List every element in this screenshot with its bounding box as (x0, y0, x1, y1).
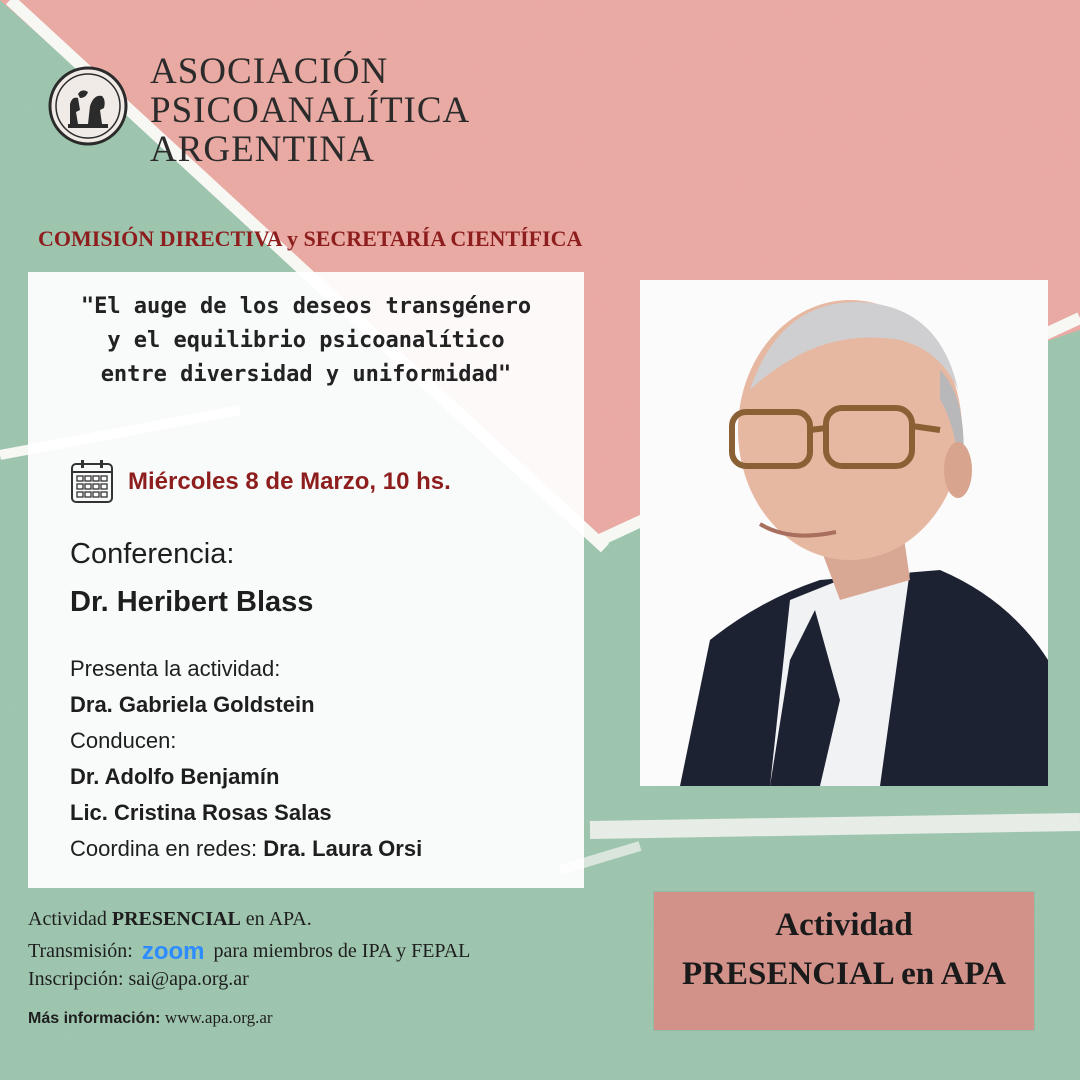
inscription-line: Inscripción: sai@apa.org.ar (28, 968, 249, 990)
coordinator-line (70, 836, 422, 862)
presenter-name: Dra. Gabriela Goldstein (70, 692, 315, 717)
talk-title-line2: y el equilibrio psicoanalítico (107, 328, 505, 353)
transmission-audience: para miembros de IPA y FEPAL (213, 940, 471, 962)
conference-label: Conferencia: (70, 538, 235, 570)
event-date: Miércoles 8 de Marzo, 10 hs. (128, 468, 451, 495)
organization-name (150, 52, 470, 169)
org-name-line1: ASOCIACIÓN (150, 51, 389, 92)
zoom-logo-icon: zoom (141, 938, 205, 965)
more-info-link[interactable]: www.apa.org.ar (164, 1008, 273, 1027)
speaker-photo (640, 280, 1048, 786)
modality-post: en APA. (240, 908, 312, 930)
seal-icon (48, 66, 128, 146)
talk-title-line3: entre diversidad y uniformidad" (100, 362, 512, 387)
conductor-name-1: Dr. Adolfo Benjamín (70, 764, 280, 789)
transmission-line (28, 938, 470, 966)
transmission-label: Transmisión: (28, 940, 133, 962)
modality-bold: PRESENCIAL (111, 908, 241, 930)
badge-line2: PRESENCIAL en APA (682, 956, 1006, 992)
talk-title (28, 290, 584, 392)
badge-line1: Actividad (775, 907, 913, 943)
modality-pre: Actividad (28, 908, 112, 930)
commission-heading: COMISIÓN DIRECTIVA y SECRETARÍA CIENTÍFICA (38, 226, 583, 251)
coordinator-label: Coordina en redes: (70, 836, 258, 861)
conductor-name-2: Lic. Cristina Rosas Salas (70, 800, 332, 825)
more-info-line (28, 1008, 273, 1028)
talk-title-line1: "El auge de los deseos transgénero (80, 294, 532, 319)
coordinator-name: Dra. Laura Orsi (263, 836, 423, 861)
org-name-line3: ARGENTINA (150, 129, 375, 170)
presents-label: Presenta la actividad: (70, 656, 281, 681)
more-info-label: Más información: (28, 1010, 161, 1027)
calendar-icon (70, 458, 114, 504)
conduct-label: Conducen: (70, 728, 177, 753)
modality-line (28, 908, 312, 931)
speaker-name: Dr. Heribert Blass (70, 586, 314, 618)
org-name-line2: PSICOANALÍTICA (150, 90, 471, 131)
presencial-badge (654, 892, 1034, 1030)
